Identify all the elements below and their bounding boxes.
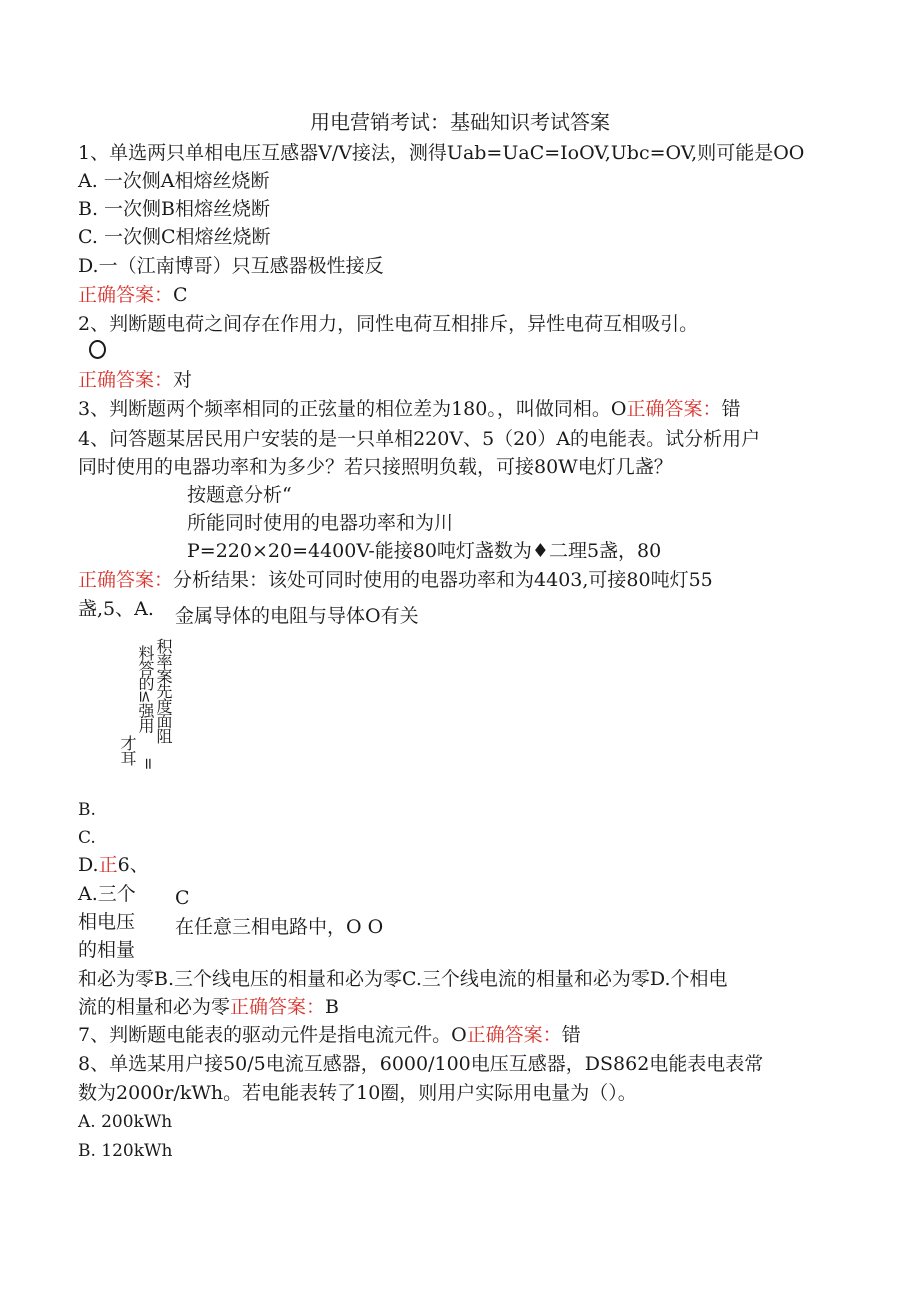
q5-vertical-text-col4: 积率案先度面阻 [154, 638, 173, 743]
q4-work-line3: P=220×20=4400V-能接80吨灯盏数为♦二理5盏，80 [187, 540, 662, 562]
answer-value: C [173, 284, 188, 306]
q5-vertical-text-col2: 料答的≤强用 [136, 645, 155, 733]
answer-label: 正确答案： [626, 398, 722, 420]
q6-number: 6、 [117, 854, 149, 876]
q8-stem-line1: 8、单选某用户接50/5电流互感器，6000/100电压互感器，DS862电能表电表常 [78, 1053, 764, 1075]
answer-label: 正确答案： [78, 569, 174, 591]
q5-stem: 金属导体的电阻与导体O有关 [175, 605, 419, 627]
q1-answer [78, 282, 188, 308]
page-title: 用电营销考试：基础知识考试答案 [310, 110, 610, 134]
q4-answer-line1 [78, 567, 713, 593]
answer-blank-circle [89, 340, 106, 359]
q5-option-b: B. [78, 800, 96, 820]
q3-line [78, 396, 740, 422]
q1-option-c: C. 一次侧C相熔丝烧断 [78, 226, 271, 248]
q6-line2-text: 流的相量和必为零 [78, 996, 231, 1018]
q5-option-c: C. [78, 828, 96, 848]
option-d-prefix: D. [78, 854, 99, 876]
q1-option-b: B. 一次侧B相熔丝烧断 [78, 198, 271, 220]
q5-vertical-text-col3: = [139, 757, 158, 770]
q5-option-d [78, 852, 149, 878]
answer-label-fragment: 正 [98, 854, 118, 876]
q5-vertical-text-col1: 才耳 [118, 735, 137, 765]
answer-value: 分析结果：该处可同时使用的电器功率和为4403,可接80吨灯55 [173, 569, 713, 591]
answer-label: 正确答案： [230, 996, 326, 1018]
q4-stem-line2: 同时使用的电器功率和为多少？若只接照明负载，可接80W电灯几盏？ [78, 456, 673, 478]
q7-stem: 7、判断题电能表的驱动元件是指电流元件。O [78, 1024, 467, 1046]
answer-label: 正确答案： [78, 284, 174, 306]
q6-left-line2: 相电压 [78, 911, 136, 933]
q8-option-a: A. 200kWh [78, 1112, 173, 1132]
answer-label: 正确答案： [78, 369, 174, 391]
q6-left-line1: A.三个 [78, 883, 136, 905]
answer-value: 错 [721, 398, 741, 420]
q1-stem: 1、单选两只单相电压互感器V/V接法，测得Uab=UaC=IoOV,Ubc=OV,则可能是OO [78, 142, 805, 164]
q6-line1: 和必为零B.三个线电压的相量和必为零C.三个线电流的相量和必为零D.个相电 [78, 968, 728, 990]
q6-left-line3: 的相量 [78, 939, 136, 961]
answer-label: 正确答案： [466, 1024, 562, 1046]
q6-right-c: C [175, 887, 190, 909]
q4-work-line2: 所能同时使用的电器功率和为川 [187, 512, 454, 534]
q2-answer [78, 367, 192, 393]
q8-option-b: B. 120kWh [78, 1141, 173, 1161]
answer-value: 对 [173, 369, 193, 391]
answer-value: 错 [561, 1024, 581, 1046]
q8-stem-line2: 数为2000r/kWh。若电能表转了10圈，则用户实际用电量为（）。 [78, 1082, 637, 1104]
q4-work-line1: 按题意分析“ [187, 484, 292, 506]
q4-answer-line2: 盏,5、A. [78, 598, 154, 620]
answer-value: B [325, 996, 339, 1018]
q2-stem: 2、判断题电荷之间存在作用力，同性电荷互相排斥，异性电荷互相吸引。 [78, 313, 699, 335]
q4-stem-line1: 4、问答题某居民用户安装的是一只单相220V、5（20）A的电能表。试分析用户 [78, 428, 761, 450]
q6-line2 [78, 994, 339, 1020]
q7-line [78, 1022, 581, 1048]
q3-stem: 3、判断题两个频率相同的正弦量的相位差为180。，叫做同相。O [78, 398, 627, 420]
q6-right-text: 在任意三相电路中，O O [175, 916, 384, 938]
q1-option-a: A. 一次侧A相熔丝烧断 [78, 170, 270, 192]
q1-option-d: D.一（江南博哥）只互感器极性接反 [78, 255, 384, 277]
